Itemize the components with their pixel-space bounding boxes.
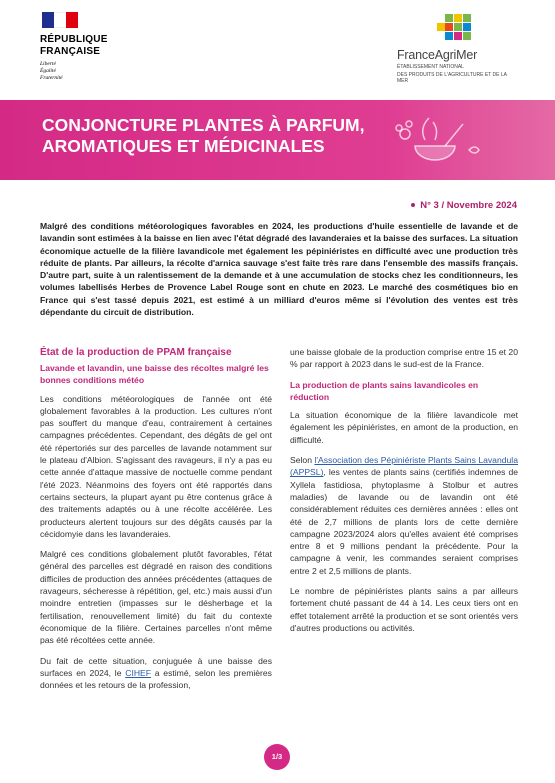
title-line1: CONJONCTURE PLANTES À PARFUM, bbox=[42, 115, 365, 135]
republique-francaise-logo bbox=[40, 12, 150, 82]
franceagrimer-name: FranceAgriMer bbox=[397, 48, 478, 62]
bullet-icon bbox=[411, 203, 415, 207]
franceagrimer-mark-icon bbox=[437, 14, 477, 44]
marianne-flag-icon bbox=[42, 12, 78, 28]
right-column bbox=[290, 346, 518, 642]
issue-number bbox=[411, 200, 517, 211]
appsl-link[interactable]: l'Association des Pépiniériste Plants Sains Lavandula (APPSL) bbox=[290, 455, 518, 478]
franceagrimer-sub2: DES PRODUITS DE L'AGRICULTURE ET DE LA MER bbox=[397, 72, 507, 84]
right-paragraph-3: Le nombre de pépiniéristes plants sains a par ailleurs fortement chuté passant de 44 à 14. Les ceux tiers ont en effet totalement arrêté la production et se sont orientés vers d'autres productions ou activités. bbox=[290, 586, 518, 633]
section-title: État de la production de PPAM française bbox=[40, 347, 232, 358]
herbs-mortar-icon bbox=[385, 110, 485, 172]
republique-line1: RÉPUBLIQUE bbox=[40, 34, 108, 45]
left-column bbox=[40, 346, 272, 699]
franceagrimer-sub1: ÉTABLISSEMENT NATIONAL bbox=[397, 64, 464, 70]
franceagrimer-logo bbox=[397, 14, 515, 84]
cihef-link[interactable]: CIHEF bbox=[125, 667, 152, 678]
left-p3-after: a estimé, selon les premières données et les retours de la profession, bbox=[40, 667, 272, 691]
right-paragraph-1: La situation économique de la filière lavandicole met également les pépiniéristes, en amont de la production, en difficulté. bbox=[290, 410, 518, 445]
left-paragraph-1: Les conditions météorologiques de l'année ont été globalement favorables à la production. Les cultures n'ont pas souffert du manque d'eau, contrairement à certaines campagnes précédentes. Cependant, des dégâts de gel ont été répertoriés sur des parcelles de lavande notamment sur le plateau d'Albion. S'agissant des ravageurs, il n'y a pas eu cette année d'attaque massive de noctuelle comme pendant l'été 2023. Néanmoins des foyers ont été rapportés dans certains secteurs, la plupart ayant pu être contenus grâce à des traitements adaptés ou à une récolte accélérée. Les producteurs alertent toujours sur des dégâts causés par la cécidomyie dans les lavanderaies. bbox=[40, 393, 272, 539]
republique-line2: FRANÇAISE bbox=[40, 46, 101, 57]
page-number-badge: 1/3 bbox=[264, 744, 290, 770]
intro-summary bbox=[40, 220, 518, 318]
motto-egalite: Égalité bbox=[40, 68, 56, 74]
title-line2: AROMATIQUES ET MÉDICINALES bbox=[42, 136, 325, 156]
right-paragraph-2 bbox=[290, 454, 518, 577]
page-title bbox=[42, 115, 372, 157]
motto-fraternite: Fraternité bbox=[40, 75, 63, 81]
left-paragraph-3 bbox=[40, 655, 272, 692]
motto-liberte: Liberté bbox=[40, 61, 56, 67]
left-subtitle: Lavande et lavandin, une baisse des récoltes malgré les bonnes conditions météo bbox=[40, 363, 269, 386]
left-paragraph-2: Malgré ces conditions globalement plutôt favorables, l'état général des parcelles est dégradé en raison des conditions difficiles de production des années précédentes (attaques de ravageurs, sécheresse à répétition, gel, etc.) mais aussi d'un moindre entretien (impasses sur le désherbage et la fertilisation, renouvellement limité) du fait du contexte économique de la filière. Certaines parcelles n'ont même pas été récoltées cette année. bbox=[40, 549, 272, 646]
issue-text: N° 3 / Novembre 2024 bbox=[420, 200, 517, 211]
right-p2-after: , les ventes de plants sains (certifiés indemnes de Xyllela fastidiosa, phytoplasme à Stolbur et autres maladies) de lavande ou de lavandin ont été considérablement réduites ces dernières années : elles ont été de 2,7 millions de plants lors de cette dernière campagne 2023/2024 alors qu'elles avaient été comprises entre 8 et 9 millions pendant la précédente. Pour la campagne à venir, les commandes seraient comprises entre 2 et 2,5 millions de plants. bbox=[290, 467, 518, 576]
left-p3-before: Du fait de cette situation, conjuguée à une baisse des surfaces en 2024, le bbox=[40, 655, 272, 678]
right-subtitle: La production de plants sains lavandicoles en réduction bbox=[290, 379, 479, 402]
title-banner bbox=[0, 100, 555, 180]
intro-text: Malgré des conditions météorologiques favorables en 2024, les productions d'huile essentielle de lavande et de lavandin sont estimées à la baisse en lien avec l'état dégradé des lavanderaies et la baisse des surfaces. La situation économique actuelle de la filière lavandicole met également les pépiniéristes en difficulté avec une production très réduite de plants. Par ailleurs, la récolte d'arnica sauvage s'est faite très rare dans l'ensemble des massifs français. D'autre part, suite à un ralentissement de la demande et à une accumulation de stocks chez les conditionneurs, les volumes labellisés Herbes de Provence Label Rouge sont en chute en 2023. Le marché des cosmétiques bio en France qui s'est tassé depuis 2021, est estimé à un milliard d'euros même si l'évolution des ventes est très dépendante du circuit de distribution. bbox=[40, 221, 518, 318]
right-paragraph-0: une baisse globale de la production comprise entre 15 et 20 % par rapport à 2023 dans le sud-est de la France. bbox=[290, 347, 518, 370]
motto bbox=[40, 61, 150, 82]
right-p2-before: Selon bbox=[290, 455, 315, 466]
